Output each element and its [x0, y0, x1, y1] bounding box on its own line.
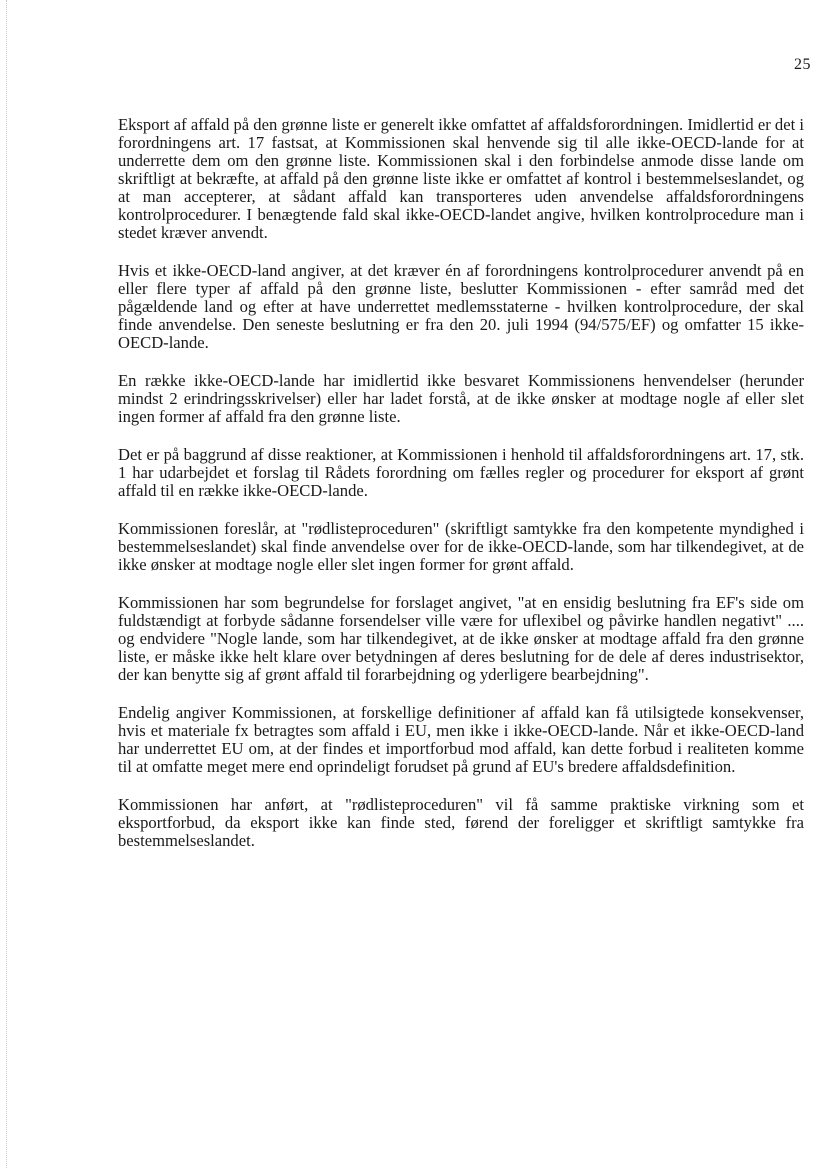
paragraph-unanswered-countries: En række ikke-OECD-lande har imidlertid ikke besvaret Kommissionens henvendelser (herunder mindst 2 erindringsskrivelser) eller har ladet forstå, at de ikke ønsker at modtage nogle af eller slet ingen former af affald fra den grønne liste.: [118, 371, 804, 426]
paragraph-red-list-procedure: Kommissionen foreslår, at "rødlisteproceduren" (skriftligt samtykke fra den kompetente myndighed i bestemmelseslandet) skal finde anvendelse over for de ikke-OECD-lande, som har tilkendegivet, at de ikke ønsker at modtage nogle eller slet ingen former for grønt affald.: [118, 519, 804, 574]
paragraph-control-procedures: Hvis et ikke-OECD-land angiver, at det kræver én af forordningens kontrolprocedurer anvendt på en eller flere typer af affald på den grønne liste, beslutter Kommissionen - efter samråd med det pågældende land og efter at have underrettet medlemsstaterne - hvilken kontrolprocedure, der skal finde anvendelse. Den seneste beslutning er fra den 20. juli 1994 (94/575/EF) og omfatter 15 ikke-OECD-lande.: [118, 261, 804, 352]
page-edge-line: [6, 0, 7, 1168]
paragraph-justification: Kommissionen har som begrundelse for forslaget angivet, "at en ensidig beslutning fra EF's side om fuldstændigt at forbyde sådanne forsendelser ville være for uflexibel og påvirke handlen negativt" .... og endvidere "Nogle lande, som har tilkendegivet, at de ikke ønsker at modtage affald fra den grønne liste, er måske ikke helt klare over betydningen af deres beslutning for de dele af deres industrisektor, der kan benytte sig af grønt affald til forarbejdning og yderligere bearbejdning".: [118, 593, 804, 684]
paragraph-export-ban-effect: Kommissionen har anført, at "rødlisteproceduren" vil få samme praktiske virkning som et eksportforbud, da eksport ikke kan finde sted, førend der foreligger et skriftligt samtykke fra bestemmelseslandet.: [118, 795, 804, 850]
document-body: [118, 116, 804, 870]
paragraph-regulation-proposal: Det er på baggrund af disse reaktioner, at Kommissionen i henhold til affaldsforordningens art. 17, stk. 1 har udarbejdet et forslag til Rådets forordning om fælles regler og procedurer for eksport af grønt affald til en række ikke-OECD-lande.: [118, 445, 804, 500]
paragraph-green-list-export: Eksport af affald på den grønne liste er generelt ikke omfattet af affaldsforordningen. Imidlertid er det i forordningens art. 17 fastsat, at Kommissionen skal henvende sig til alle ikke-OECD-lande for at underrette dem om den grønne liste. Kommissionen skal i den forbindelse anmode disse lande om skriftligt at bekræfte, at affald på den grønne liste ikke er omfattet af kontrol i bestemmelseslandet, og at man accepterer, at sådant affald kan transporteres uden anvendelse affaldsforordningens kontrolprocedurer. I benægtende fald skal ikke-OECD-landet angive, hvilken kontrolprocedure man i stedet kræver anvendt.: [118, 115, 804, 242]
page-number: 25: [794, 56, 811, 73]
paragraph-waste-definitions: Endelig angiver Kommissionen, at forskellige definitioner af affald kan få utilsigtede konsekvenser, hvis et materiale fx betragtes som affald i EU, men ikke i ikke-OECD-lande. Når et ikke-OECD-land har underrettet EU om, at der findes et importforbud mod affald, kan dette forbud i realiteten komme til at omfatte meget mere end oprindeligt forudset på grund af EU's bredere affaldsdefinition.: [118, 703, 804, 776]
